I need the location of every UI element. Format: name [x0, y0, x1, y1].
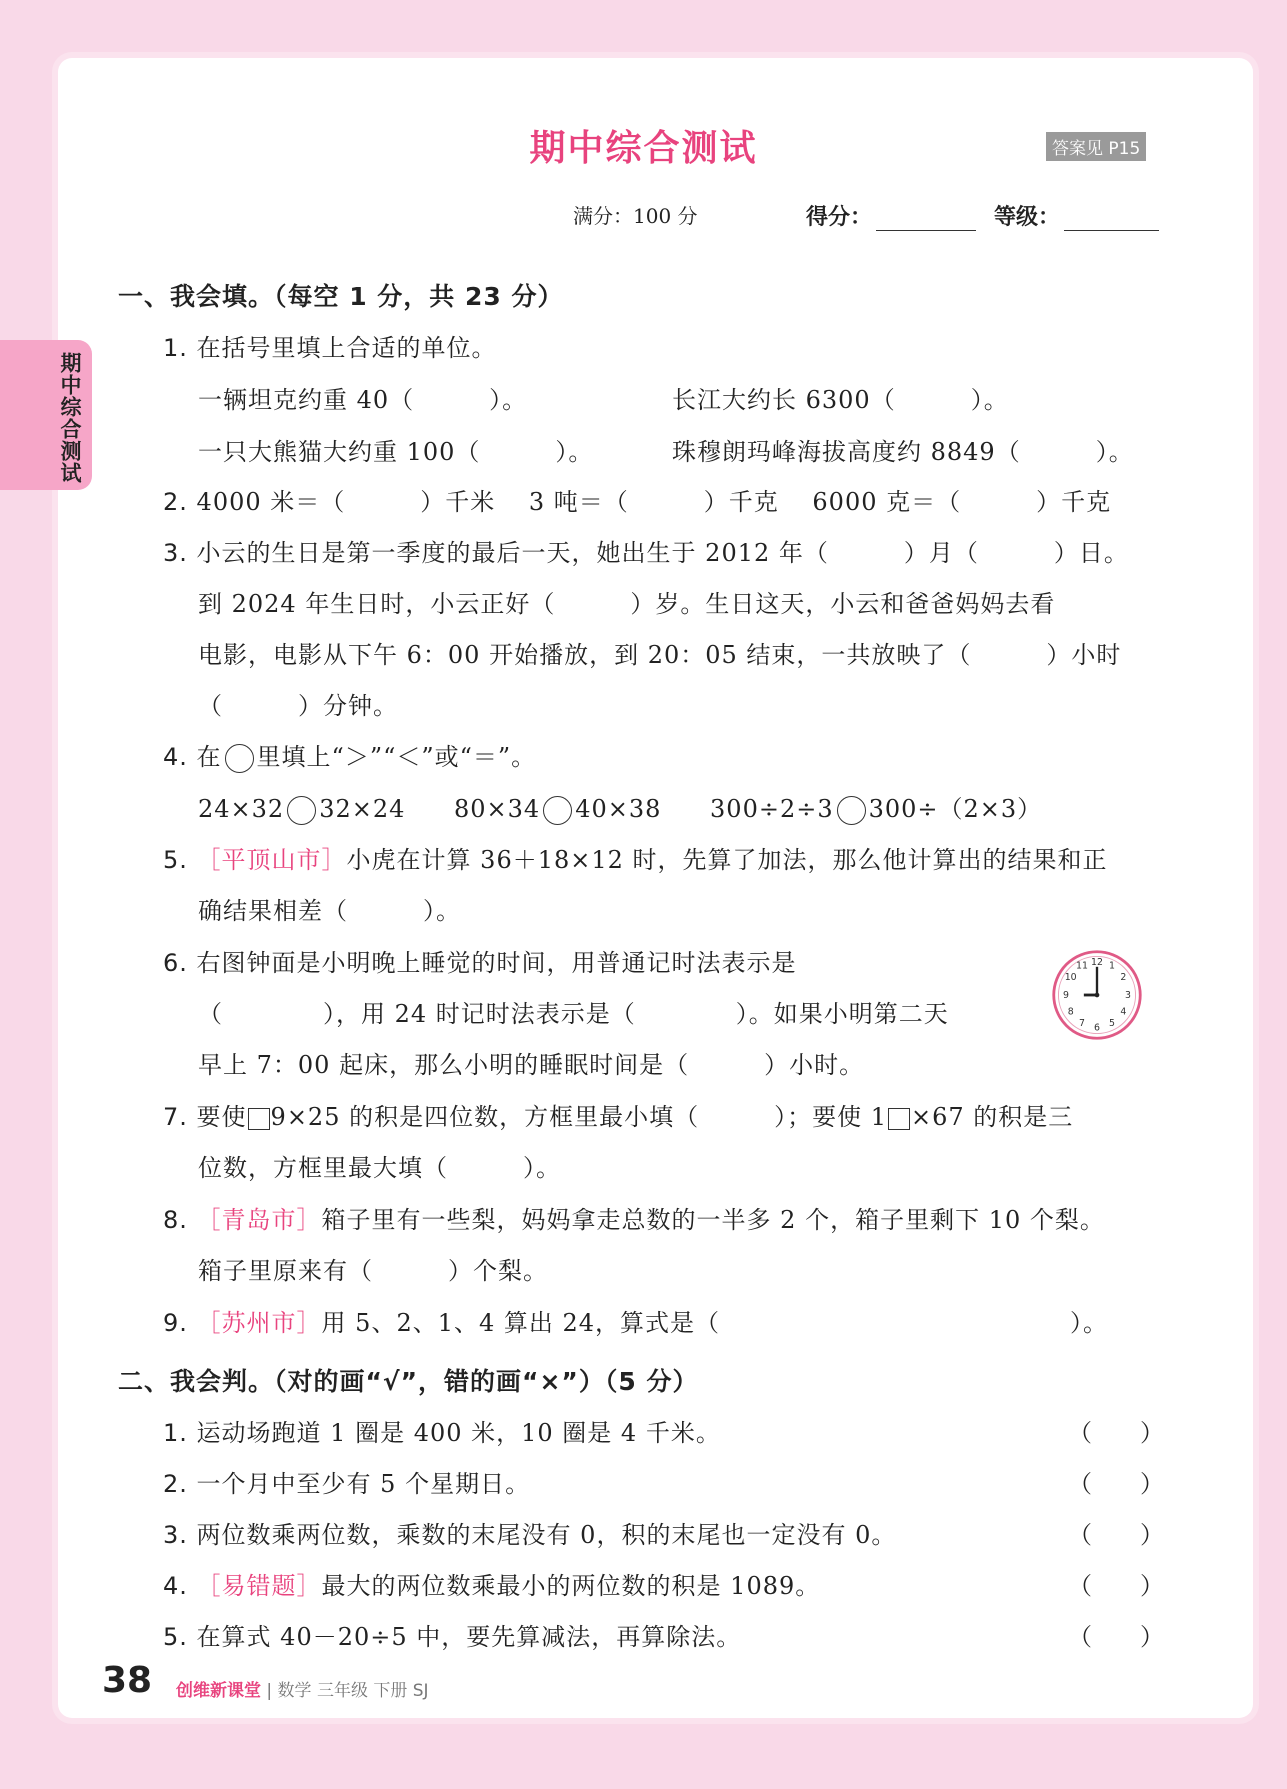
full-score: 满分：100 分 [573, 204, 698, 228]
svg-text:8: 8 [1067, 1006, 1074, 1018]
q8-line1: 箱子里有一些梨，妈妈拿走总数的一半多 2 个，箱子里剩下 10 个梨。 [321, 1206, 1105, 1234]
q5-num: 5. [163, 846, 188, 874]
answer-paren[interactable]: （ ） [1068, 1521, 1164, 1549]
q4-expr3-left: 300÷2÷3 [710, 795, 834, 823]
judge-text: 运动场跑道 1 圈是 400 米，10 圈是 4 千米。 [196, 1419, 721, 1447]
section1-heading: 一、我会填。（每空 1 分，共 23 分） [118, 282, 564, 311]
box-icon [248, 1108, 270, 1130]
judge-item [163, 1413, 721, 1448]
footer-text [176, 1676, 429, 1701]
judge-num: 4. [163, 1572, 188, 1600]
judge-item [163, 1566, 820, 1601]
q5-line2: 确结果相差（ ）。 [198, 897, 461, 925]
answer-reference: 答案见 P15 [1046, 132, 1146, 161]
q4-expr2-right: 40×38 [575, 795, 662, 823]
q6-line2: （ ），用 24 时记时法表示是（ ）。如果小明第二天 [198, 1000, 949, 1028]
q4 [163, 737, 536, 773]
judge-num: 3. [163, 1521, 188, 1549]
svg-text:6: 6 [1094, 1022, 1100, 1034]
q3-line3: 电影，电影从下午 6：00 开始播放，到 20：05 结束，一共放映了（ ）小时 [198, 641, 1122, 669]
q3-line4: （ ）分钟。 [198, 692, 398, 720]
svg-text:3: 3 [1125, 989, 1132, 1001]
q4-expr3-right: 300÷（2×3） [868, 795, 1043, 823]
q9-source-tag: ［苏州市］ [196, 1309, 322, 1337]
q2 [163, 482, 1111, 517]
q2-text: 4000 米＝（ ）千米 3 吨＝（ ）千克 6000 克＝（ ）千克 [196, 488, 1112, 516]
judge-num: 5. [163, 1623, 188, 1651]
q7-line2: 位数，方框里最大填（ ）。 [198, 1154, 561, 1182]
q7-part3: ×67 的积是三 [911, 1103, 1074, 1131]
q5-line1: 小虎在计算 36＋18×12 时，先算了加法，那么他计算出的结果和正 [346, 846, 1108, 874]
judge-text: 一个月中至少有 5 个星期日。 [196, 1470, 531, 1498]
side-tab-label: 期中综合测试 [58, 352, 82, 484]
compare-circle-2[interactable] [543, 796, 572, 825]
q1-d: 珠穆朗玛峰海拔高度约 8849（ ）。 [672, 438, 1134, 466]
q1-num: 1. [163, 334, 188, 362]
compare-circle-3[interactable] [837, 796, 866, 825]
svg-text:12: 12 [1091, 956, 1103, 968]
q6-num: 6. [163, 949, 188, 977]
q1-a: 一辆坦克约重 40（ ）。 [198, 386, 528, 414]
grade-label: 等级： [994, 205, 1061, 230]
q2-num: 2. [163, 488, 188, 516]
q9-line1: 用 5、2、1、4 算出 24，算式是（ ）。 [321, 1309, 1109, 1337]
answer-paren[interactable]: （ ） [1068, 1419, 1164, 1447]
compare-circle-1[interactable] [287, 796, 316, 825]
q8-num: 8. [163, 1206, 188, 1234]
q9-num: 9. [163, 1309, 188, 1337]
q8 [163, 1200, 1105, 1235]
q3-num: 3. [163, 539, 188, 567]
q4-num: 4. [163, 743, 188, 771]
q3-line1: 小云的生日是第一季度的最后一天，她出生于 2012 年（ ）月（ ）日。 [196, 539, 1129, 567]
q5 [163, 840, 1108, 875]
q6-line3: 早上 7：00 起床，那么小明的睡眠时间是（ ）小时。 [198, 1051, 865, 1079]
svg-text:10: 10 [1064, 971, 1077, 983]
clock-face-icon [1050, 948, 1144, 1042]
q8-source-tag: ［青岛市］ [196, 1206, 322, 1234]
q6 [163, 943, 797, 978]
q1 [163, 328, 497, 363]
page-number: 38 [102, 1660, 153, 1701]
judge-num: 1. [163, 1419, 188, 1447]
q3-line2: 到 2024 年生日时，小云正好（ ）岁。生日这天，小云和爸爸妈妈去看 [198, 590, 1056, 618]
q7-part2: 9×25 的积是四位数，方框里最小填（ ）；要使 1 [270, 1103, 887, 1131]
svg-text:5: 5 [1109, 1018, 1116, 1030]
grade-blank[interactable] [1064, 210, 1159, 231]
judge-text: 在算式 40－20÷5 中，要先算减法，再算除法。 [196, 1623, 742, 1651]
svg-text:2: 2 [1120, 971, 1127, 983]
answer-paren[interactable]: （ ） [1068, 1470, 1164, 1498]
grade-field [994, 200, 1159, 231]
answer-paren[interactable]: （ ） [1068, 1572, 1164, 1600]
q4-expr1-right: 32×24 [319, 795, 406, 823]
svg-text:1: 1 [1109, 960, 1116, 972]
judge-item [163, 1617, 741, 1652]
q9 [163, 1303, 1108, 1338]
q4-exprs [198, 789, 1042, 825]
q7 [163, 1097, 1073, 1132]
q4-expr2-left: 80×34 [454, 795, 541, 823]
svg-text:9: 9 [1062, 989, 1069, 1001]
q5-source-tag: ［平顶山市］ [196, 846, 347, 874]
svg-text:7: 7 [1078, 1018, 1085, 1030]
q4-post: 里填上“＞”“＜”或“＝”。 [256, 743, 537, 771]
q4-pre: 在 [196, 743, 222, 771]
judge-num: 2. [163, 1470, 188, 1498]
q8-line2: 箱子里原来有（ ）个梨。 [198, 1257, 548, 1285]
judge-item [163, 1464, 530, 1499]
footer-rest: | 数学 三年级 下册 SJ [266, 1681, 429, 1701]
judge-item [163, 1515, 896, 1550]
q4-expr1-left: 24×32 [198, 795, 285, 823]
q3 [163, 533, 1129, 568]
q7-part1: 要使 [196, 1103, 247, 1131]
score-field [806, 200, 976, 231]
q1-c: 一只大熊猫大约重 100（ ）。 [198, 438, 594, 466]
q1-text: 在括号里填上合适的单位。 [196, 334, 497, 362]
box-icon [888, 1108, 910, 1130]
q7-num: 7. [163, 1103, 188, 1131]
answer-paren[interactable]: （ ） [1068, 1623, 1164, 1651]
score-label: 得分： [806, 205, 873, 230]
page-title: 期中综合测试 [529, 128, 758, 169]
judge-tag: ［易错题］ [196, 1572, 322, 1600]
compare-circle-icon [225, 744, 254, 773]
judge-text: 两位数乘两位数，乘数的末尾没有 0，积的末尾也一定没有 0。 [196, 1521, 897, 1549]
svg-text:4: 4 [1120, 1006, 1127, 1018]
judge-text: 最大的两位数乘最小的两位数的积是 1089。 [321, 1572, 821, 1600]
score-blank[interactable] [876, 210, 976, 231]
side-tab [0, 340, 92, 490]
footer-brand: 创维新课堂 [176, 1681, 261, 1701]
q1-b: 长江大约长 6300（ ）。 [672, 386, 1009, 414]
svg-text:11: 11 [1075, 960, 1088, 972]
q6-line1: 右图钟面是小明晚上睡觉的时间，用普通记时法表示是 [196, 949, 797, 977]
section2-heading: 二、我会判。（对的画“√”，错的画“×”）（5 分） [118, 1367, 699, 1396]
